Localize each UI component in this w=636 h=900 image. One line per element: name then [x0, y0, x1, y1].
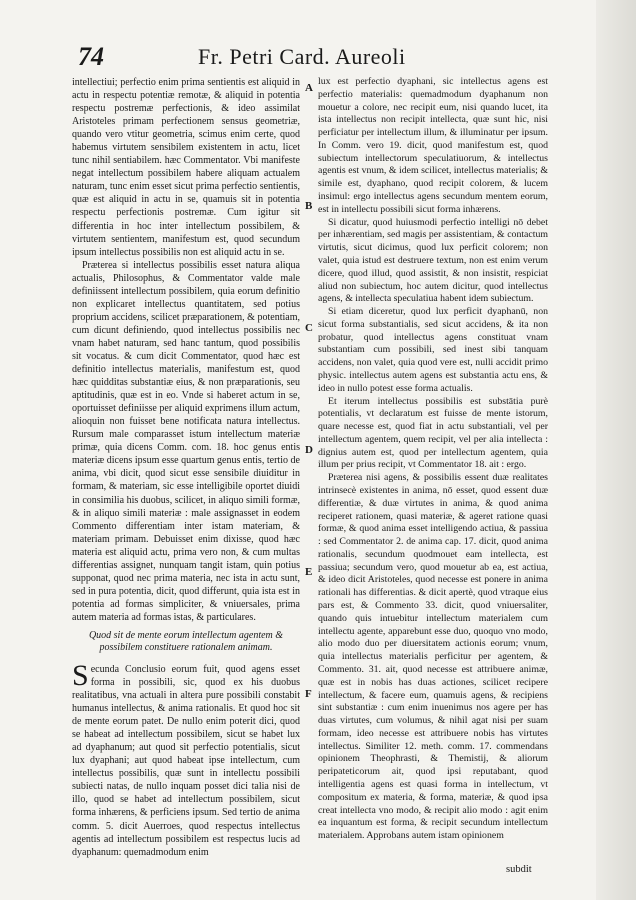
page-number: 74	[78, 42, 104, 71]
paragraph-with-dropcap	[72, 658, 300, 859]
margin-letter-d: D	[305, 444, 313, 456]
margin-letter-e: E	[305, 566, 313, 578]
paragraph: Præterea si intellectus possibilis esset natura aliqua actualis, Philosophus, & Commentator valde male definiissent intellectum possibilem, quia eorum definitio non explicaret intellectus quantitatem, sed potius proprium accidens, scilicet præparationem, & potentiam, cum dicunt definiendo, quod intellectus possibilis nec vnam habet naturam, sed hanc tantum, quod possibilis sit vocatus. & cum dicit Commentator, quod hæc est definitio intellectus materialis, manifestum est, quod hæc quidditas substantiæ eius, & non præparationis, seu aptitudinis, quæ est in eo. Vnde si haberet actum in se, oportuisset definiisse per aliquid exprimens illum actum, alioquin non fuisset bene notificata natura intellectus. Rursum male comparasset istum intellectum materiæ primæ, quia dicens Comm. com. 18. hoc genus entis materiæ dicens ipsum esse quartum genus entis, tertio de anima, vbi dicit, quod sicut esse sensibile diuiditur in formam, & materiam, sic esse intelligibile oportet diuidi in consimilia his duobus, scilicet, in aliquo simili formæ, & in aliquo simili materiæ : male assignasset in eodem Commento differentiam inter istam materiam, & materiam primam. Debuisset enim dixisse, quod hæc materia est aliquid actu, prima vero non, & cum multas differentias assignet, nunquam tangit istam, quin potius supponat, quod nec prima materia, nec ista in actu sunt, sed in pura potentia, dicit, quod differunt, quia ista est in potentia ad formas simpliciter, & vniuersales, prima autem materia ad formas istas, & particulares.	[72, 259, 300, 623]
paragraph: intellectiui; perfectio enim prima sentientis est aliquid in actu in respectu potentiæ remotæ, & aliquid in potentia respectu postremæ perfectionis, & ideo assimilat Aristoteles primam perfectionem sensus geometriæ, quando vero vtitur geometria, scimus enim certe, quod habemus virtutem sensibilem existentem in actu, licet tunc nihil sentiabilem. hæc Commentator. Vbi manifeste negat intellectum possibilem habere aliquam actualem naturam, tunc enim esset sicut prima perfectio sentientis, quæ est aliquid in actu in se, quamuis sit in potentia respectu perfectionis postremæ. Cum igitur sit differentia in hoc inter intellectum possibilem, & virtutem sentientem, manifestum est, quod secundum ipsum intellectus possibilis non est aliquid actu in se.	[72, 77, 300, 258]
margin-letter-c: C	[305, 322, 313, 334]
section-heading: Quod sit de mente eorum intellectum agentem & possibilem constituere rationalem animam.	[88, 629, 284, 654]
paragraph-text: ecunda Conclusio eorum fuit, quod agens esset forma in possibili, sic, quod ex his duobus realitatibus, vna actuali in altera pure possibili constabit humanus intellectus, & anima rationalis. Et quod hoc sit de mente eorum patet. De nullo enim poterit dici, quod se habeat ad intellectum possibilem, sicut se habet lux ad dyaphanum; aut quod sit perfectio potentialis, sicut lux dyaphani; aut quod habeat ipse intellectum, cum intellectus possibilis, quæ sunt in intellectu possibili subiecti natas, de nullo inquam posset dici talia nisi de illo, quod se habet ad intellectum possibilem, sicut forma inhærens, & perficiens ipsum. Sed tertio de anima comm. 5. dicit Auerroes, quod respectus intellectus agentis ad intellectum possibilem est respectus lucis ad dyaphanum: quemadmodum enim	[72, 663, 300, 858]
drop-cap: S	[72, 658, 89, 692]
margin-letter-f: F	[305, 688, 312, 700]
margin-letter-a: A	[305, 82, 313, 94]
paragraph: Et iterum intellectus possibilis est substātia purè potentialis, vt declaratum est fuisse de mente istorum, quare necesse est, quod fiat in actu substantiali, vel per intellectum agentem, quem recipit, vel per alia intellecta : dignius autem est, quod per intellectum agentem, quia illum per prius recipit, vt Commentator 18. ait : ergo.	[318, 395, 548, 471]
paragraph: Si etiam diceretur, quod lux perficit dyaphanū, non sicut forma substantialis, sed sicut accidens, & ita non probatur, quod intellectus agens constituat vnam substantiam cum possibili, sed inest sibi tanquam accidens, non valet, quia quod vere est, nulli accidit primo physic. intellectus autem agens est substantia actu ens, & ideo in nullo potest esse forma actualis.	[318, 306, 548, 394]
right-column	[318, 76, 548, 843]
paragraph: Præterea nisi agens, & possibilis essent duæ realitates intrinsecè existentes in anima, nō esset, quod essent duæ differentiæ, & duæ virtutes in anima, & quod anima reciperet rationem, quasi materiæ, & ageret ratione quasi formæ, & quod anima esset intelligendo actiua, & passiua : sed Commentator 2. de anima cap. 17. dicit, quod anima rationalis, secundum quodmouet eam intellecta, est passiua; secundum vero, quod mouetur ab ea, est actiua, & ideo dicit Aristoteles, quod necesse est ponere in anima rationali has differentias. & dicit apertè, quod vtraque eius pars est, & Commento 33. dicit, quod vniuersaliter, quando quis intuebitur intellectum materialem cum intellectu agente, apparebunt esse duo, quoquo vno modo, alio modo duo per diuersitatem actionis eorum; vnum, quia intellectus materialis perficitur per agentem, & Commento. 31. ait, quod necesse est attribuere animæ, quæ est in nobis has duas actiones, scilicet recipere intellectum, & facere eum, quamuis agens, & recipiens sint substantiæ : cum enim inuenimus nos agere per has duas virtutes, cum volumus, & nihil agat nisi per suam formam, ideo necesse est attribuere nobis has virtutes intellectus. Similiter 12. meth. comm. 17. commendans opinionem Theophrasti, & Themistij, & aliorum peripateticorum ait, quod ipsi reputabant, quod intelligentia agens est quasi forma in intellectum, vt compositum ex materia, & forma, materiæ, & quod ipsa creat intellecta vno modo, & recipit alio modo : agit enim ea inquantum est forma, & recipit secundum intellectum materialem. Approbans autem istam opinionem	[318, 472, 548, 842]
paragraph: Si dicatur, quod huiusmodi perfectio intelligi nō debet per inhærentiam, sed magis per assistentiam, & contactum virtutis, sicut dicimus, quod lux perficit colorem; non valet, quia istud est destruere textum, non est enim verum dicere, quod illud, quod assistit, & non insistit, respiciat aliud non subiectum, hoc autem dicitur, quod intellectus agens, & intellecta speculatiua habent idem subiectum.	[318, 216, 548, 305]
paragraph: lux est perfectio dyaphani, sic intellectus agens est perfectio materialis: quemadmodum dyaphanum non mouetur a colore, nec recipit eum, nisi quando lucet, ita ista intellectus non recipit intellecta, quæ sunt hic, nisi perficiatur per intellectum illum, & illuminatur per ipsum. In Comm. vero 19. dicit, quod manifestum est, quod subiectum intellectorum speculatiuorum, & intellectus agentis est vnum, & idem scilicet, intellectus materialis; & simile est, dyaphano, quod recipit colorem, & lucem insimul: ergo intellectus agens secundum mentem eorum, est in intellectu possibili sicut forma inhærens.	[318, 76, 548, 215]
catchword: subdit	[506, 864, 532, 875]
margin-letter-b: B	[305, 200, 313, 212]
left-column	[72, 76, 300, 859]
scan-page-edge	[596, 0, 636, 900]
running-head: Fr. Petri Card. Aureoli	[198, 44, 406, 69]
